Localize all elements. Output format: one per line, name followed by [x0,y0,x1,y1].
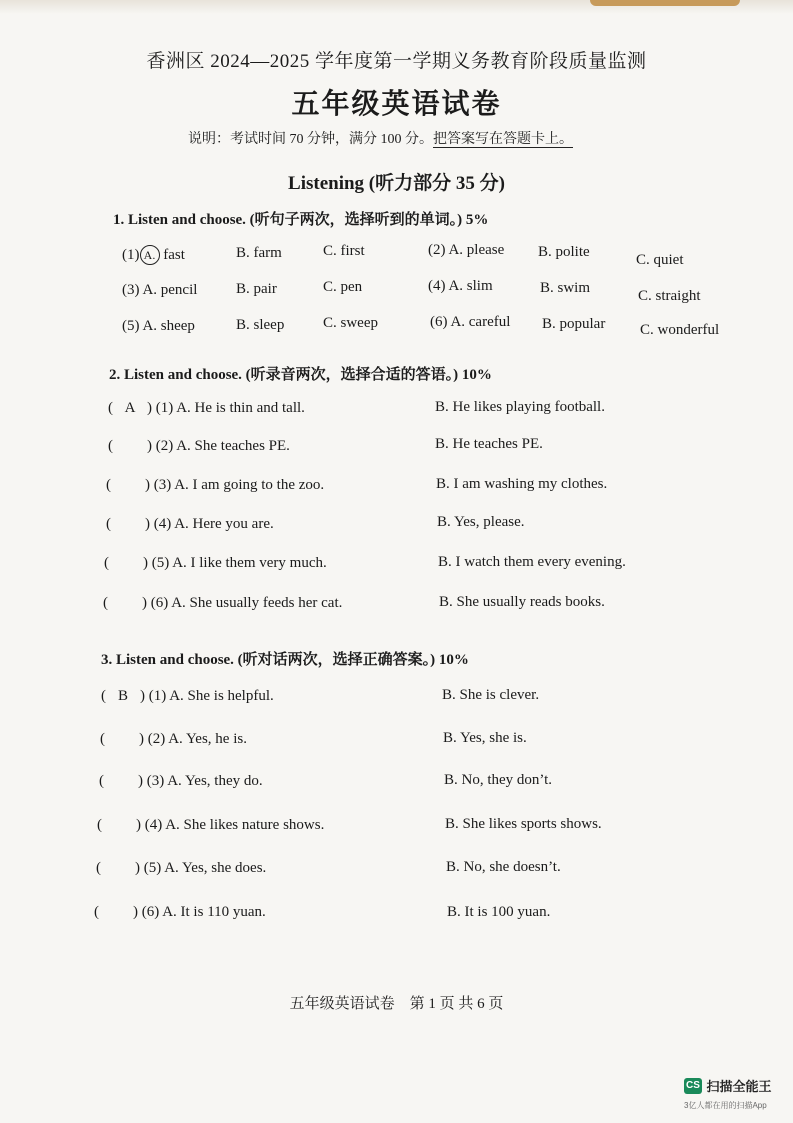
q3-item-4-option-b: B. She likes sports shows. [445,816,602,832]
exam-title: 五年级英语试卷 [291,89,502,120]
q1-item-2-number: (2) [428,242,446,258]
q2-item-1-option-b: B. He likes playing football. [435,399,605,415]
page-footer: 五年级英语试卷 第 1 页 共 6 页 [289,996,504,1012]
q3-item-5: ( ) (5) A. Yes, she does. [96,860,267,876]
q2-item-4: ( ) (4) A. Here you are. [106,516,274,532]
q2-item-2-option-a: A. She teaches PE. [176,438,290,454]
q1-heading: 1. Listen and choose. (听句子两次，选择听到的单词。) 5% [113,212,489,228]
q2-heading: 2. Listen and choose. (听录音两次，选择合适的答语。) 10% [109,367,492,383]
q1-item-5-number: (5) [122,318,140,334]
q2-item-2: ( ) (2) A. She teaches PE. [108,438,290,454]
q3-item-1-answer: B [117,688,128,704]
q3-item-3: ( ) (3) A. Yes, they do. [99,773,263,789]
q1-item-2-option-a: A. please [448,242,505,258]
q1-item-3-number: (3) [122,282,140,298]
q1-item-4 [428,278,493,295]
q3-item-3-option-b: B. No, they don’t. [444,772,553,788]
q1-item-6 [430,314,510,331]
scanner-tagline: 3亿人都在用的扫描App [684,1101,767,1110]
q2-item-3-option-b: B. I am washing my clothes. [436,476,608,492]
q3-item-6-option-a: A. It is 110 yuan. [162,904,266,920]
q1-item-4-option-b: B. swim [540,280,591,296]
q1-item-2-option-b: B. polite [538,244,590,260]
q2-item-6: ( ) (6) A. She usually feeds her cat. [103,595,343,611]
q2-item-5: ( ) (5) A. I like them very much. [104,555,327,571]
q2-item-6-number: (6) [150,595,169,611]
q3-item-3-number: (3) [146,773,165,789]
q2-item-5-option-a: A. I like them very much. [172,555,327,571]
q3-item-1-option-b: B. She is clever. [442,687,540,703]
q3-item-5-number: (5) [143,860,162,876]
q2-item-1-answer: A [124,400,136,416]
q1-item-5-option-c: C. sweep [323,315,378,331]
q2-item-3: ( ) (3) A. I am going to the zoo. [106,477,325,493]
q1-item-1-option-a: fast [163,247,185,263]
q3-item-2-option-b: B. Yes, she is. [443,730,527,746]
q1-item-6-option-c: C. wonderful [640,322,720,338]
q3-item-6-option-b: B. It is 100 yuan. [447,904,551,920]
q3-item-4-option-a: A. She likes nature shows. [165,817,325,833]
q3-item-2-option-a: A. Yes, he is. [168,731,247,747]
q2-item-2-number: (2) [155,438,174,454]
q3-item-6: ( ) (6) A. It is 110 yuan. [94,904,266,920]
q1-item-2 [428,242,504,259]
q1-item-4-number: (4) [428,278,446,294]
q3-item-3-option-a: A. Yes, they do. [167,773,263,789]
q1-item-5-option-b: B. sleep [236,317,285,333]
section-title: Listening (听力部分 35 分) [288,173,505,194]
scanner-watermark [684,1076,771,1095]
q1-item-3-option-c: C. pen [323,279,363,295]
scanner-logo-icon: CS [684,1078,702,1094]
q1-item-6-option-a: A. careful [450,314,511,330]
q1-item-3-option-b: B. pair [236,281,277,297]
q3-item-2: ( ) (2) A. Yes, he is. [100,731,247,747]
page-top-edge [590,0,740,6]
exam-header-line: 香洲区 2024—2025 学年度第一学期义务教育阶段质量监测 [146,51,647,72]
q3-item-1-option-a: A. She is helpful. [169,688,274,704]
q1-item-1-option-b: B. farm [236,245,282,261]
q1-item-3-option-a: A. pencil [142,282,198,298]
q2-item-2-option-b: B. He teaches PE. [435,436,543,452]
exam-note-text: 说明：考试时间 70 分钟，满分 100 分。 [188,132,433,147]
q2-item-3-number: (3) [153,477,172,493]
q3-item-4-number: (4) [144,817,163,833]
q1-item-3 [122,282,197,299]
q3-item-5-option-a: A. Yes, she does. [164,860,267,876]
q3-item-2-number: (2) [147,731,166,747]
q2-item-5-option-b: B. I watch them every evening. [438,554,626,570]
q3-item-4: ( ) (4) A. She likes nature shows. [97,817,325,833]
q1-item-5 [122,318,195,335]
q3-item-5-option-b: B. No, she doesn’t. [446,859,561,875]
q2-item-5-number: (5) [151,555,170,571]
q2-item-6-option-a: A. She usually feeds her cat. [171,595,343,611]
q3-heading: 3. Listen and choose. (听对话两次，选择正确答案。) 10% [101,652,469,668]
q1-item-1-option-c: C. first [323,243,365,259]
q2-item-1: ( A ) (1) A. He is thin and tall. [108,400,305,416]
q1-item-1-number: (1) [122,247,140,263]
q1-item-2-option-c: C. quiet [636,252,684,268]
q1-item-6-number: (6) [430,314,448,330]
q1-item-6-option-b: B. popular [542,316,606,332]
q2-item-1-number: (1) [155,400,174,416]
scanner-name: 扫描全能王 [706,1079,772,1094]
exam-note [188,128,573,148]
q1-item-4-option-a: A. slim [448,278,493,294]
q2-item-1-option-a: A. He is thin and tall. [176,400,305,416]
q2-item-4-option-b: B. Yes, please. [437,514,525,530]
q1-item-5-option-a: A. sheep [142,318,195,334]
q2-item-4-option-a: A. Here you are. [174,516,274,532]
exam-note-underlined: 把答案写在答题卡上。 [433,132,573,147]
q2-item-3-option-a: A. I am going to the zoo. [174,477,325,493]
q3-item-1: ( B ) (1) A. She is helpful. [101,688,274,704]
q3-item-1-number: (1) [148,688,167,704]
q3-item-6-number: (6) [141,904,160,920]
q2-item-6-option-b: B. She usually reads books. [439,594,605,610]
q1-item-1-circled-answer: A. [140,245,160,265]
q2-item-4-number: (4) [153,516,172,532]
q1-item-1 [122,245,185,265]
q1-item-4-option-c: C. straight [638,288,701,304]
